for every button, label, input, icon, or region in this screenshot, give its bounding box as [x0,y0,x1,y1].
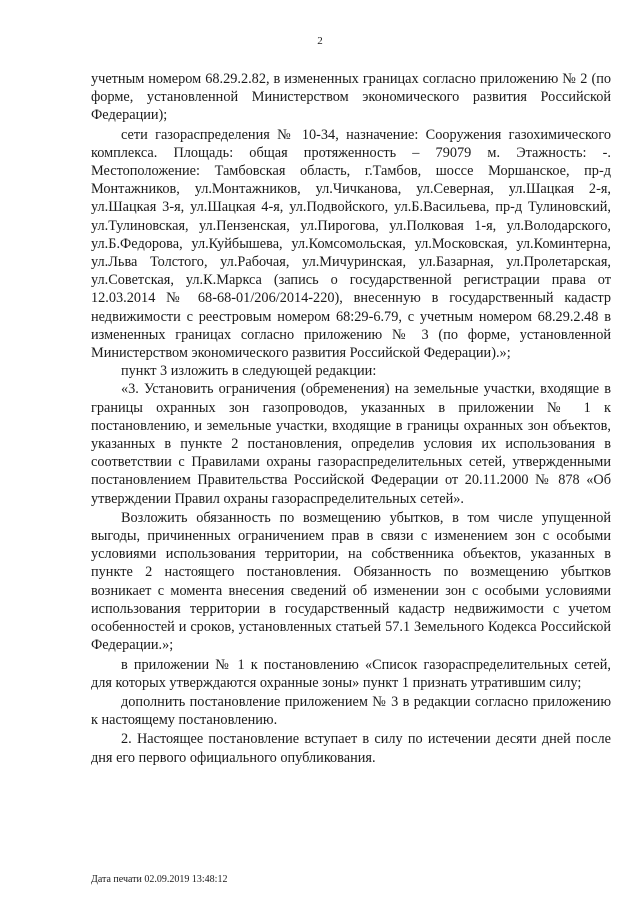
paragraph-7: дополнить постановление приложением № 3 в редакции согласно приложению к настоящему постановлению. [91,693,611,729]
paragraph-3: пункт 3 изложить в следующей редакции: [121,363,377,380]
paragraph-8: 2. Настоящее постановление вступает в силу по истечении десяти дней после дня его первого официального опубликования. [91,731,611,766]
paragraph-6: в приложении № 1 к постановлению «Список газораспределительных сетей, для которых утверждаются охранные зоны» пункт 1 признать утратившим силу; [91,656,611,691]
paragraph-1: учетным номером 68.29.2.82, в измененных границах согласно приложению № 2 (по форме, установленной Министерством экономического развития Российской Федерации); [91,71,611,124]
paragraph-4: «3. Установить ограничения (обременения) на земельные участки, входящие в границы охранных зон газопроводов, указанных в приложении № 1 к постановлению, и земельные участки, входящие в границы охранных зон объектов, указанных в пункте 2 постановления, определив условия их использования в соответствии с Правилами охраны газораспределительных сетей, утвержденными постановлением Правительства Российской Федерации от 20.11.2000 № 878 «Об утверждении Правил охраны газораспределительных сетей». [91,381,611,507]
document-body [91,70,611,767]
page-number: 2 [317,35,323,47]
paragraph-5: Возложить обязанность по возмещению убытков, в том числе упущенной выгоды, причиненных ограничением прав в связи с изменением зон с особыми условиями использования территории, на собственника объектов, указанных в пункте 2 настоящего постановления. Обязанность по возмещению убытков возникает с момента внесения сведений об изменении зон с особыми условиями использования территории в государственный кадастр недвижимости с учетом особенностей и сроков, установленных статьей 57.1 Земельного Кодекса Российской Федерации.»; [91,509,611,654]
paragraph-2: сети газораспределения № 10-34, назначение: Сооружения газохимического комплекса. Площадь: общая протяженность – 79079 м. Этажность: -. Местоположение: Тамбовская область, г.Тамбов, шоссе Моршанское, пр-д Монтажников, ул.Монтажников, ул.Чичканова, ул.Северная, ул.Шацкая 2-я, ул.Шацкая 3-я, ул.Шацкая 4-я, ул.Подвойского, ул.Б.Васильева, пр-д Тулиновский, ул.Тулиновская, ул.Пензенская, ул.Пирогова, ул.Полковая 1-я, ул.Володарского, ул.Б.Федорова, ул.Куйбышева, ул.Комсомольская, ул.Московская, ул.Коминтерна, ул.Льва Толстого, ул.Рабочая, ул.Мичуринская, ул.Базарная, ул.Пролетарская, ул.Советская, ул.К.Маркса (запись о государственной регистрации права от 12.03.2014 № 68-68-01/206/2014-220), внесенную в государственный кадастр недвижимости с реестровым номером 68:29-6.79, с учетным номером 68.29.2.48 в измененных границах согласно приложению № 3 (по форме, установленной Министерством экономического развития Российской Федерации).»; [91,126,611,362]
print-date: Дата печати 02.09.2019 13:48:12 [91,874,228,885]
